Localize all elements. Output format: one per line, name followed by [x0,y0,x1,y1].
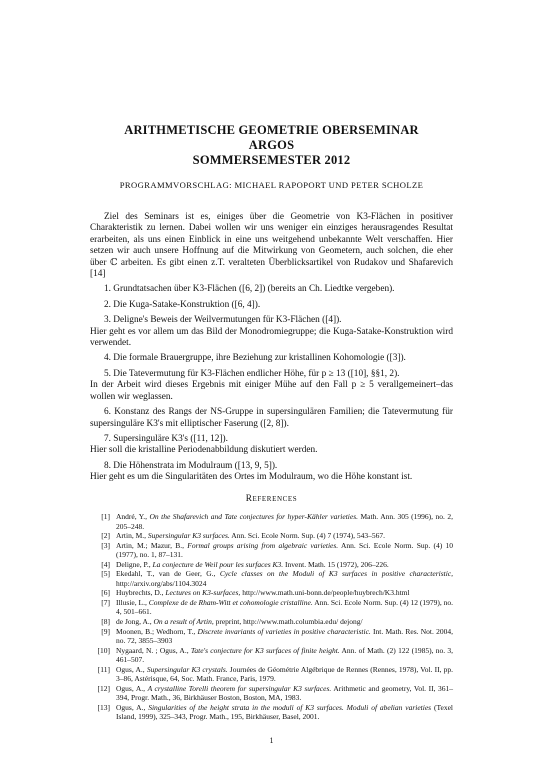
intro-paragraph: Ziel des Seminars ist es, einiges über die Geometrie von K3-Flächen in positiver Charakteristik zu lernen. Dabei wollen wir uns weniger ein einziges herausragendes Resultat erarbeiten, als uns einen Einblick in eine uns weitgehend unbekannte Welt verschaffen. Hier setzen wir auch unsere Hoffnung auf die Mitwirkung von Geometern, auch solchen, die eher über ℂ arbeiten. Es gibt einen z.T. veralteten Überblicksartikel von Rudakov und Shafarevich [14] [90,212,453,280]
title-line-1: ARITHMETISCHE GEOMETRIE OBERSEMINAR [124,123,419,137]
program-item [90,369,453,403]
program-item-title: 6. Konstanz des Rangs der NS-Gruppe in supersingulären Familien; die Tatevermutung für supersinguläre K3's mit elliptischer Faserung ([2, 8]). [90,407,453,429]
program-item [90,300,453,311]
reference-text [116,588,453,598]
reference-author: Nygaard, N. ; Ogus, A., [116,645,189,655]
reference-author: Artin, M.; Mazur, B., [116,540,184,550]
reference-title: Complexe de de Rham-Witt et cohomologie cristalline. [148,597,313,607]
reference-text [116,703,453,722]
authors-subtitle: PROGRAMMVORSCHLAG: MICHAEL RAPOPORT UND PETER SCHOLZE [119,180,424,190]
reference-number: [7] [101,597,110,607]
references-heading: References [245,494,298,504]
reference-author: Artin, M., [116,531,146,541]
reference-number: [6] [101,588,110,598]
program-item-note: Hier soll die kristalline Periodenabbildung diskutiert werden. [90,445,318,456]
reference-title: On the Shafarevich and Tate conjectures for hyper-Kähler varieties. [149,512,358,521]
program-item [90,461,453,484]
reference-entry [90,569,453,588]
reference-entry [90,560,453,570]
reference-text [116,531,453,541]
reference-title: La conjecture de Weil pour les surfaces K3. [152,559,284,569]
reference-number: [10] [97,645,110,655]
reference-title: Singularities of the height strata in the moduli of K3 surfaces. Moduli of abelian varieties [148,702,432,712]
program-item [90,284,453,295]
reference-author: Deligne, P., [116,559,151,569]
reference-text [116,560,453,570]
title-line-3: SOMMERSEMESTER 2012 [192,153,351,167]
reference-author: Ekedahl, T., van de Geer, G., [116,569,216,579]
reference-title: A crystalline Torelli theorem for supersingular K3 surfaces. [147,683,332,693]
program-item-note: Hier geht es um die Singularitäten des Ortes im Modulraum, wo die Höhe konstant ist. [90,472,413,483]
reference-number: [1] [101,512,110,521]
reference-text [116,541,453,560]
reference-number: [2] [101,531,110,541]
reference-entry [90,512,453,531]
program-item-title: 3. Deligne's Beweis der Weilvermutungen für K3-Flächen ([4]). [104,315,342,326]
reference-details: Ann. Sci. Ecole Norm. Sup. (4) 12 (1979), no. 4, 501–661. [116,597,454,617]
reference-title: Formal groups arising from algebraic varieties. [187,540,339,550]
reference-details: (Texel Island, 1999), 325–343, Progr. Math., 195, Birkhäuser, Basel, 2001. [116,702,454,722]
program-item [90,407,453,430]
reference-author: Huybrechts, D., [116,588,164,598]
reference-author: Moonen, B.; Wedhorn, T., [116,626,196,636]
reference-text [116,569,453,588]
reference-number: [9] [101,626,110,636]
reference-title: Tate's conjecture for K3 surfaces of finite height. [190,645,340,655]
reference-number: [11] [97,664,110,674]
reference-entry [90,646,453,665]
reference-details: http://arxiv.org/abs/1104.3024 [116,578,207,588]
reference-entry [90,665,453,684]
reference-details: Ann. Sci. Ecole Norm. Sup. (4) 10 (1977), no. 1, 87–131. [116,540,453,560]
reference-author: Ogus, A., [116,664,145,674]
reference-author: Ogus, A., [116,683,146,693]
main-text [90,212,453,484]
reference-details: Invent. Math. 15 (1972), 206–226. [285,559,389,569]
reference-title: Supersingular K3 surfaces. [147,531,230,541]
reference-text [116,665,453,684]
reference-details: http://www.math.uni-bonn.de/people/huybrech/K3.html [242,588,410,598]
reference-number: [5] [101,569,110,579]
program-item-title: 2. Die Kuga-Satake-Konstruktion ([6, 4]). [104,299,261,310]
reference-entry [90,684,453,703]
reference-details: Ann. of Math. (2) 122 (1985), no. 3, 461–507. [116,645,453,665]
reference-number: [13] [97,702,110,712]
reference-number: [4] [101,559,110,569]
reference-entry [90,541,453,560]
reference-entry [90,588,453,598]
page-number: 1 [269,736,274,745]
reference-author: Illusie, L., [116,597,147,607]
program-item-title: 5. Die Tatevermutung für K3-Flächen endlicher Höhe, für p ≥ 13 ([10], §§1, 2). [104,368,400,379]
reference-title: Discrete invariants of varieties in positive characteristic. [197,626,371,636]
reference-text [116,684,453,703]
title-line-2: ARGOS [248,138,295,152]
reference-entry [90,531,453,541]
reference-title: Cycle classes on the Moduli of K3 surfaces in positive characteristic, [219,569,453,579]
program-item-note: In der Arbeit wird dieses Ergebnis mit einiger Mühe auf den Fall p ≥ 5 verallgemeinert–das wollen wir weglassen. [90,380,453,402]
reference-details: Ann. Sci. Ecole Norm. Sup. (4) 7 (1974), 543–567. [231,531,385,541]
reference-text [116,646,453,665]
reference-number: [8] [101,617,110,627]
references-list [90,512,453,722]
reference-author: Ogus, A., [116,702,146,712]
reference-text [116,617,453,627]
program-item [90,353,453,364]
reference-number: [12] [97,683,110,693]
reference-details: Int. Math. Res. Not. 2004, no. 72, 3855–3903 [116,626,453,646]
program-item-title: 7. Supersinguläre K3's ([11, 12]). [104,433,228,444]
program-item-title: 8. Die Höhenstrata im Modulraum ([13, 9, 5]). [104,460,278,471]
reference-text [116,627,453,646]
program-item-note: Hier geht es vor allem um das Bild der Monodromiegruppe; die Kuga-Satake-Konstruktion wird verwendet. [90,326,453,349]
reference-number: [3] [101,540,110,550]
reference-entry [90,598,453,617]
reference-entry [90,617,453,627]
program-item [90,315,453,349]
reference-entry [90,703,453,722]
reference-author: de Jong, A., [116,617,152,627]
program-item-title: 1. Grundtatsachen über K3-Flächen ([6, 2]) (bereits an Ch. Liedtke vergeben). [104,284,395,295]
reference-details: Math. Ann. 305 (1996), no. 2, 205–248. [116,512,453,531]
reference-title: Lectures on K3-surfaces, [165,588,241,598]
program-item [90,434,453,457]
reference-details: preprint, http://www.math.columbia.edu/ dejong/ [215,617,363,627]
reference-details: Journées de Géométrie Algébrique de Rennes (Rennes, 1978), Vol. II, pp. 3–86, Astérisque, 64, Soc. Math. France, Paris, 1979. [116,664,453,684]
reference-text [116,512,453,531]
program-list [90,284,453,483]
reference-author: André, Y., [116,512,148,521]
reference-text [116,598,453,617]
reference-title: Supersingular K3 crystals. [146,664,228,674]
reference-title: On a result of Artin, [153,617,214,627]
program-item-title: 4. Die formale Brauergruppe, ihre Beziehung zur kristallinen Kohomologie ([3]). [104,353,406,364]
reference-entry [90,627,453,646]
reference-details: Arithmetic and geometry, Vol. II, 361–394, Progr. Math., 36, Birkhäuser Boston, Boston, MA, 1983. [116,683,454,703]
